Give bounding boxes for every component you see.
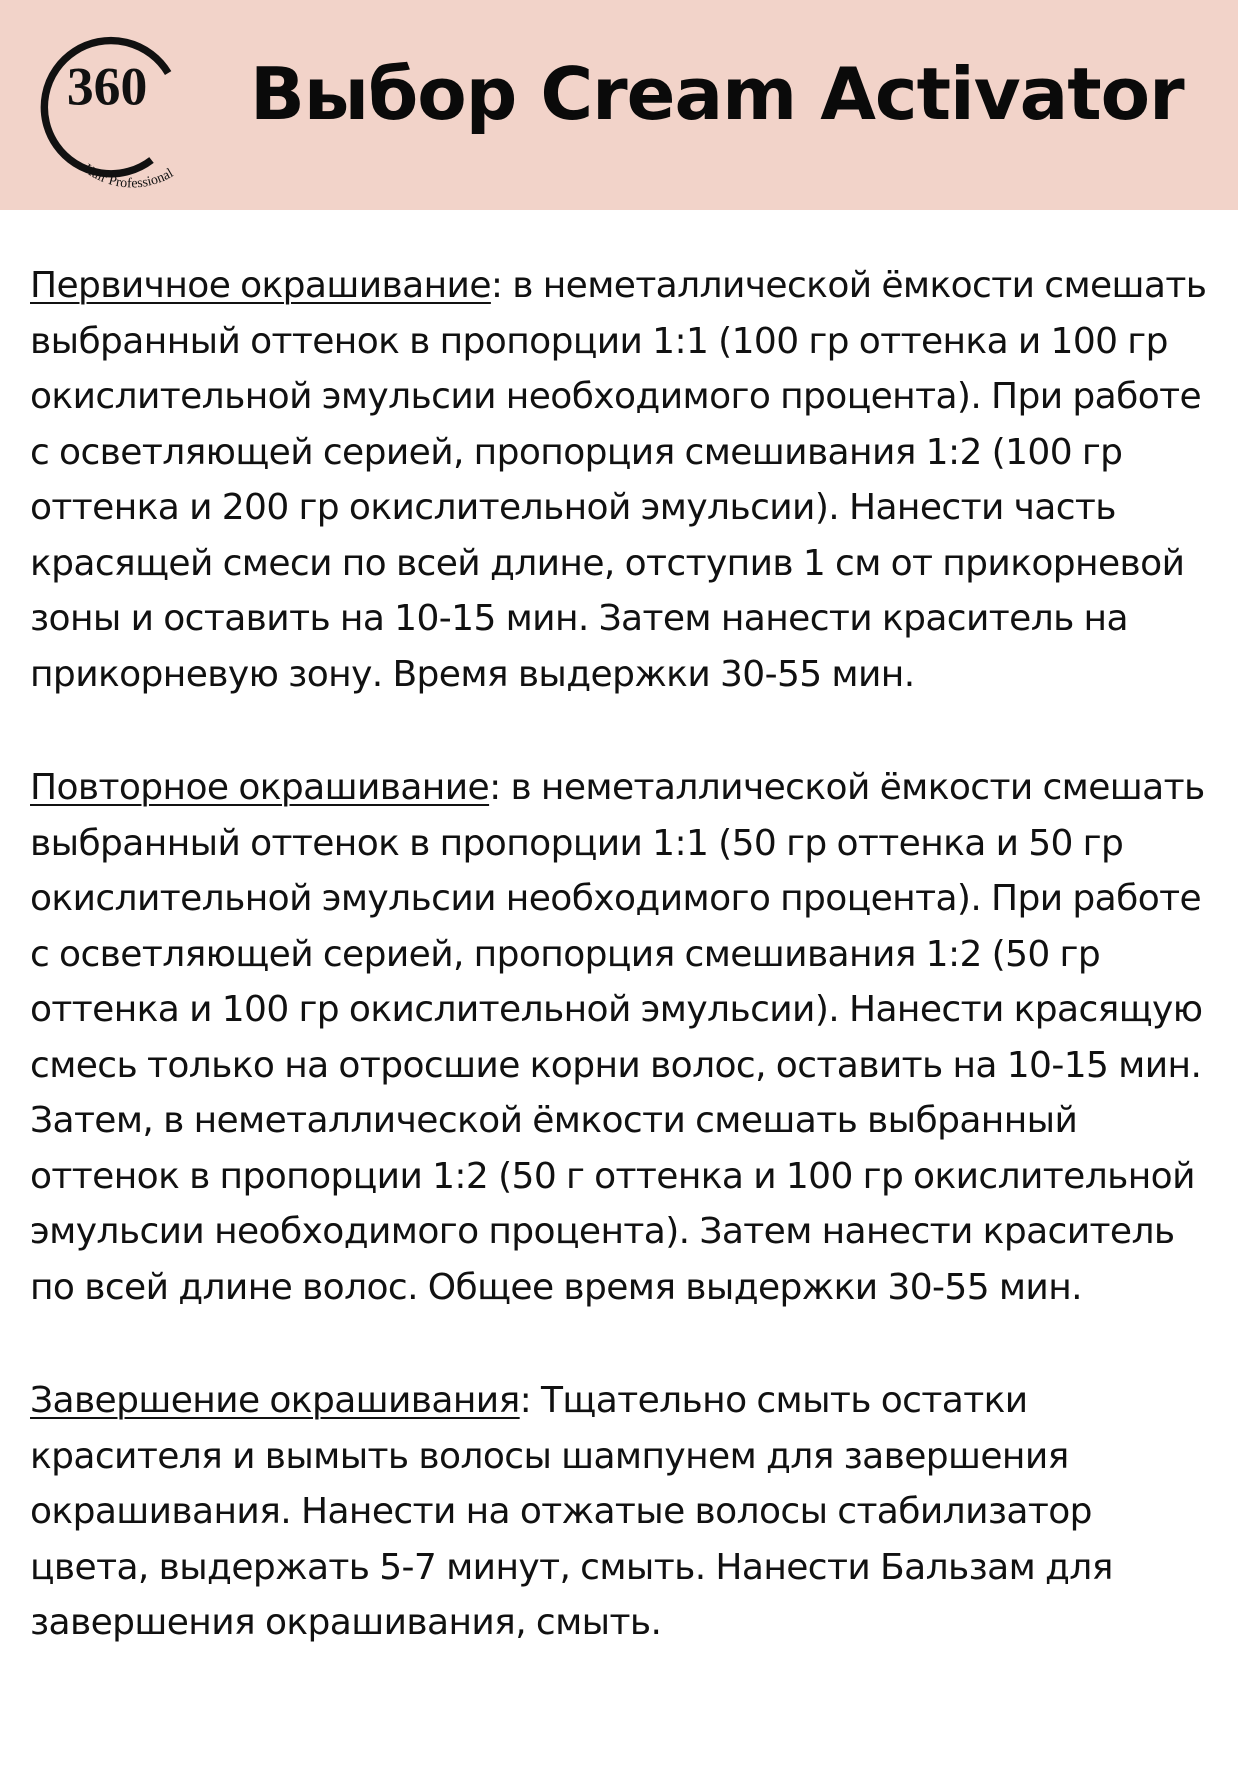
logo-brand-text: Hair Professional	[80, 161, 177, 192]
page-title: Выбор Cream Activator	[250, 52, 1184, 136]
section-heading: Завершение окрашивания	[30, 1380, 520, 1421]
section-text: : Тщательно смыть остатки красителя и вымыть волосы шампунем для завершения окрашивания. Нанести на отжатые волосы стабилизатор цвета, выдержать 5-7 минут, смыть. Нанести Бальзам для завершения окрашивания, смыть.	[30, 1380, 1113, 1643]
section-heading: Первичное окрашивание	[30, 265, 491, 306]
section-finishing	[30, 1373, 1220, 1651]
section-repeat-coloring	[30, 760, 1220, 1315]
svg-text:Hair Professional	[81, 162, 177, 192]
section-text: : в неметаллической ёмкости смешать выбранный оттенок в пропорции 1:1 (100 гр оттенка и 100 гр окислительной эмульсии необходимого процента). При работе с осветляющей серией, пропорция смешивания 1:2 (100 гр оттенка и 200 гр окислительной эмульсии). Нанести часть красящей смеси по всей длине, отступив 1 см от прикорневой зоны и оставить на 10-15 мин. Затем нанести краситель на прикорневую зону. Время выдержки 30-55 мин.	[30, 265, 1207, 695]
logo-number: 360	[66, 56, 148, 117]
section-primary-coloring	[30, 258, 1220, 702]
instructions-body	[30, 258, 1220, 1709]
section-heading: Повторное окрашивание	[30, 767, 490, 808]
header-banner	[0, 0, 1238, 210]
section-text: : в неметаллической ёмкости смешать выбранный оттенок в пропорции 1:1 (50 гр оттенка и 50 гр окислительной эмульсии необходимого процента). При работе с осветляющей серией, пропорция смешивания 1:2 (50 гр оттенка и 100 гр окислительной эмульсии). Нанести красящую смесь только на отросшие корни волос, оставить на 10-15 мин. Затем, в неметаллической ёмкости смешать выбранный оттенок в пропорции 1:2 (50 г оттенка и 100 гр окислительной эмульсии необходимого процента). Затем нанести краситель по всей длине волос. Общее время выдержки 30-55 мин.	[30, 767, 1205, 1308]
brand-logo	[22, 12, 207, 197]
